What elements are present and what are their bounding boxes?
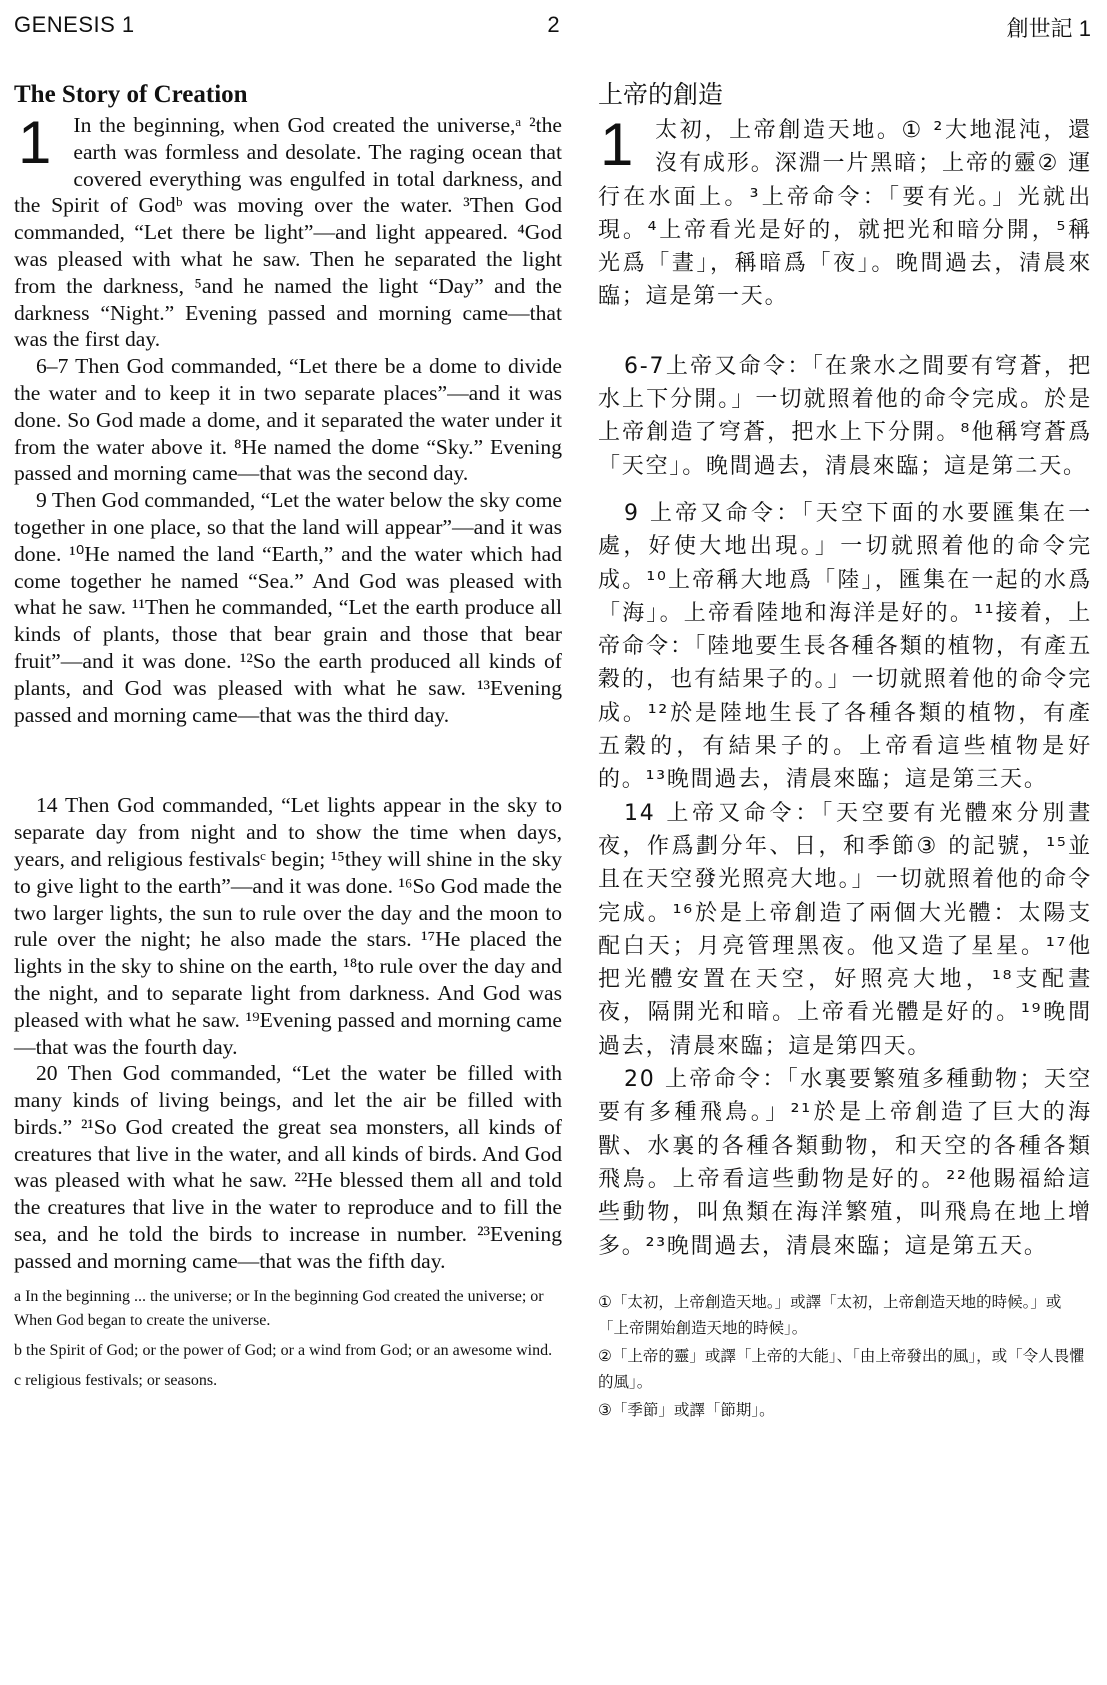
paragraph-5: 20 Then God commanded, “Let the water be filled with many kinds of living beings, and let the air be filled with birds.” ²¹So God created the great sea monsters, all kinds of creatures that live in the water, and all kinds of birds. And God was pleased with what he saw. ²²He blessed them all and told the creatures that live in the water to reproduce and to fill the sea, and he told the birds to increase in number. ²³Evening passed and morning came—that was the fifth day. [14,1061,562,1273]
paragraph-2: 6–7 Then God commanded, “Let there be a dome to divide the water and to keep it in two separate places”—and it was done. So God made a dome, and it separated the water under it from the water above it. ⁸He named the dome “Sky.” Evening passed and morning came—that was the second day. [14,354,562,486]
english-column [14,80,562,1399]
paragraph-text: 太初，上帝創造天地。① ²大地混沌，還沒有成形。深淵一片黑暗；上帝的靈② 運行在水面上。³上帝命令：「要有光。」光就出現。⁴上帝看光是好的，就把光和暗分開，⁵稱光爲「晝」，稱暗爲「夜」。晚間過去，清晨來臨；這是第一天。 [598,118,1092,310]
paragraph-text: In the beginning, when God created the universe,ᵃ ²the earth was formless and desolate. The raging ocean that covered everything was engulfed in total darkness, and the Spirit of Godᵇ was moving over the water. ³Then God commanded, “Let there be light”—and light appeared. ⁴God was pleased with what he saw. Then he separated the light from the darkness, ⁵and he named the light “Day” and the darkness “Night.” Evening passed and morning came—that was the first day. [14,113,562,352]
paragraph-2-chinese: 6-7上帝又命令：「在衆水之間要有穹蒼，把水上下分開。」一切就照着他的命令完成。於是上帝創造了穹蒼，把水上下分開。⁸他稱穹蒼爲「天空」。晚間過去，清晨來臨；這是第二天。 [598,353,1092,479]
footnote-c: c religious festivals; or seasons. [14,1371,218,1389]
chapter-number-chinese: 1 [600,111,636,178]
paragraph-4: 14 Then God commanded, “Let lights appear in the sky to separate day from night and to show the time when days, years, and religious festivalsᶜ begin; ¹⁵they will shine in the sky to give light to the earth”—and it was done. ¹⁶So God made the two larger lights, the sun to rule over the day and the moon to rule over the night; he also made the stars. ¹⁷He placed the lights in the sky to shine on the earth, ¹⁸to rule over the day and the night, and to separate light from darkness. And God was pleased with what he saw. ¹⁹Evening passed and morning came—that was the fourth day. [14,793,562,1059]
section-title: The Story of Creation [14,81,248,108]
column-gap [14,728,562,792]
footnote-3-chinese: ③「季節」或譯「節期」。 [598,1400,775,1419]
footnote-a: a In the beginning ... the universe; or In the beginning God created the universe; or When God began to create the universe. [14,1287,544,1329]
section-title-chinese: 上帝的創造 [598,80,724,109]
chapter-number: 1 [18,109,52,176]
page-number: 2 [547,12,560,37]
footnote-2-chinese: ②「上帝的靈」或譯「上帝的大能」、「由上帝發出的風」，或「令人畏懼的風」。 [598,1346,1085,1391]
footnotes-chinese [598,1289,1092,1423]
paragraph-3: 9 Then God commanded, “Let the water below the sky come together in one place, so that the land will appear”—and it was done. ¹⁰He named the land “Earth,” and the water which had come together he named “Sea.” And God was pleased with what he saw. ¹¹Then he commanded, “Let the earth produce all kinds of plants, those that bear grain and those that bear fruit”—and it was done. ¹²So the earth produced all kinds of plants, and God was pleased with what he saw. ¹³Evening passed and morning came—that was the third day. [14,488,562,727]
paragraph-1-chinese [598,111,1092,314]
running-header-book: GENESIS 1 [14,12,135,37]
column-gap [598,314,1092,350]
footnotes [14,1285,562,1393]
paragraph-1 [14,109,562,353]
chinese-column [598,80,1092,1425]
paragraph-3-chinese: 9 上帝又命令：「天空下面的水要匯集在一處，好使大地出現。」一切就照着他的命令完成。¹⁰上帝稱大地爲「陸」，匯集在一起的水爲「海」。上帝看陸地和海洋是好的。¹¹接着，上帝命令：「陸地要生長各種各類的植物，有產五穀的，也有結果子的。」一切就照着他的命令完成。¹²於是陸地生長了各種各類的植物，有產五穀的，有結果子的。上帝看這些植物是好的。¹³晚間過去，清晨來臨；這是第三天。 [598,500,1092,793]
footnote-1-chinese: ①「太初，上帝創造天地。」或譯「太初，上帝創造天地的時候。」或「上帝開始創造天地的時候」。 [598,1292,1062,1337]
paragraph-4-chinese: 14 上帝又命令：「天空要有光體來分別晝夜，作爲劃分年、日，和季節③ 的記號，¹⁵並且在天空發光照亮大地。」一切就照着他的命令完成。¹⁶於是上帝創造了兩個大光體：太陽支配白天；月亮管理黑夜。他又造了星星。¹⁷他把光體安置在天空，好照亮大地，¹⁸支配晝夜，隔開光和暗。上帝看光體是好的。¹⁹晚間過去，清晨來臨；這是第四天。 [598,800,1092,1059]
footnote-b: b the Spirit of God; or the power of God; or a wind from God; or an awesome wind. [14,1341,553,1359]
paragraph-5-chinese: 20 上帝命令：「水裏要繁殖多種動物；天空要有多種飛鳥。」²¹於是上帝創造了巨大的海獸、水裏的各種各類動物，和天空的各種各類飛鳥。上帝看這些動物是好的。²²他賜福給這些動物，叫魚類在海洋繁殖，叫飛鳥在地上增多。²³晚間過去，清晨來臨；這是第五天。 [598,1067,1092,1259]
running-header-book-chinese: 創世記 1 [1006,16,1091,41]
column-gap [598,483,1092,497]
